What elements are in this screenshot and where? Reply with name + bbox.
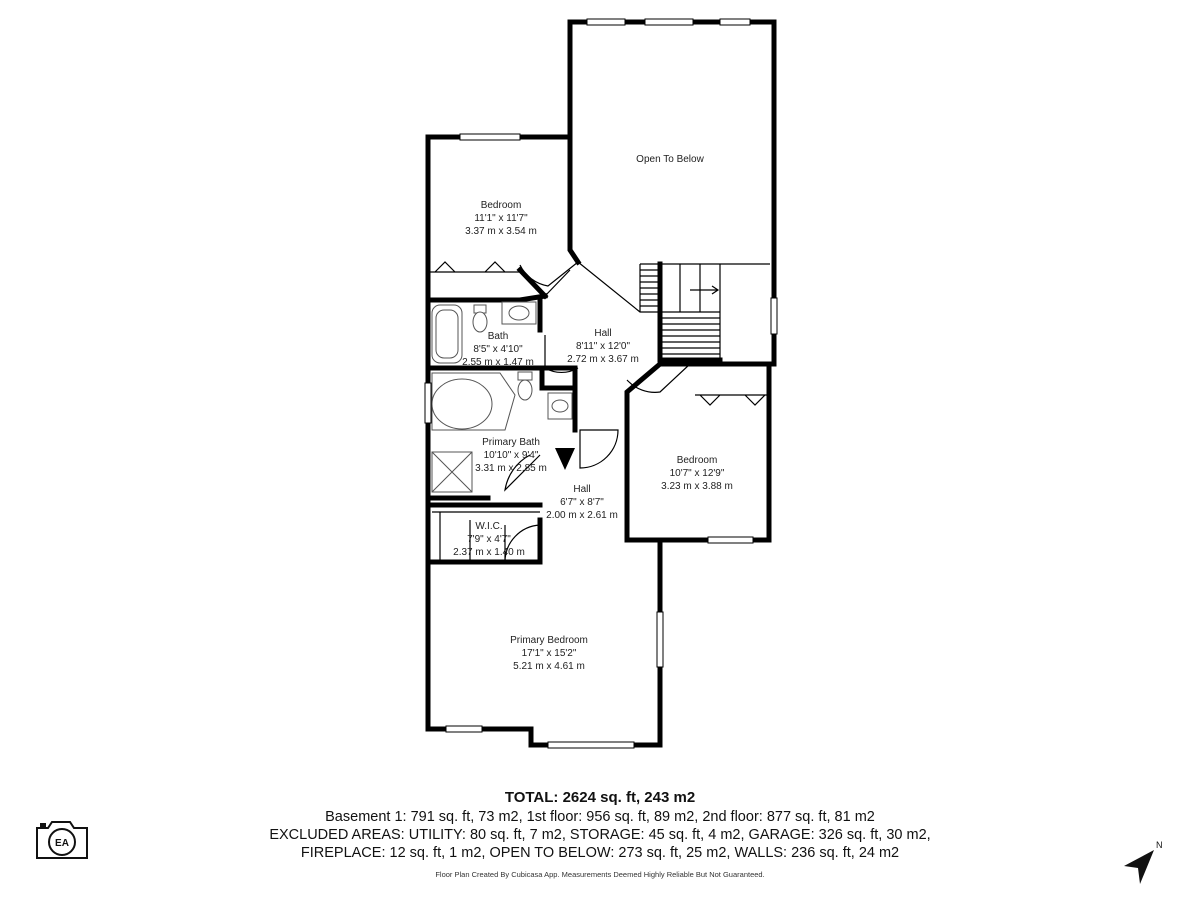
summary-line-1: Basement 1: 791 sq. ft, 73 m2, 1st floor: 956 sq. ft, 89 m2, 2nd floor: 877 sq. ft, 81 m2	[325, 809, 875, 825]
summary-line-3: FIREPLACE: 12 sq. ft, 1 m2, OPEN TO BELOW: 273 sq. ft, 25 m2, WALLS: 236 sq. ft, 24 m2	[300, 845, 900, 861]
wall-bedroom2	[627, 364, 769, 540]
room-name-wic: W.I.C.	[475, 521, 503, 532]
hall-diagonal-lower	[545, 270, 570, 296]
room-size-imperial-bedroom2: 10'7" x 12'9"	[669, 468, 725, 479]
wall-open-diagonal	[570, 137, 578, 262]
window	[720, 19, 750, 25]
pbath-toilet-bowl	[518, 380, 532, 400]
window	[708, 537, 753, 543]
pbath-sink	[552, 400, 568, 412]
closet-doors-bedroom2	[695, 395, 769, 405]
room-size-metric-bedroom1: 3.37 m x 3.54 m	[465, 226, 537, 237]
room-size-metric-pbed: 5.21 m x 4.61 m	[513, 661, 585, 672]
bath-sink-basin	[509, 306, 529, 320]
room-name-bedroom2: Bedroom	[676, 455, 718, 466]
window	[587, 19, 625, 25]
room-name-open: Open To Below	[636, 154, 704, 165]
credit-note: Floor Plan Created By Cubicasa App. Measurements Deemed Highly Reliable But Not Guaranteed.	[435, 870, 765, 879]
room-name-pbed: Primary Bedroom	[510, 635, 588, 646]
wall-bedroom1-side	[520, 270, 545, 296]
room-size-imperial-bedroom1: 11'1" x 11'7"	[474, 213, 528, 224]
stair-treads	[640, 264, 720, 354]
room-labels	[453, 154, 733, 672]
wall-bedroom1-bottom	[428, 296, 545, 300]
compass-label: N	[1156, 840, 1163, 850]
room-size-metric-bath: 2.55 m x 1.47 m	[462, 357, 534, 368]
room-size-imperial-wic: 7'9" x 4'7"	[467, 534, 511, 545]
camera-icon	[34, 816, 90, 862]
soaking-tub	[432, 379, 492, 429]
window	[548, 742, 634, 748]
room-size-metric-pbath: 3.31 m x 2.85 m	[475, 463, 547, 474]
window	[446, 726, 482, 732]
stair-arrow	[690, 286, 718, 294]
window	[645, 19, 693, 25]
door-hall-closet	[580, 430, 618, 468]
summary-line-2: EXCLUDED AREAS: UTILITY: 80 sq. ft, 7 m2, STORAGE: 45 sq. ft, 4 m2, GARAGE: 326 sq. ft, 30 m2,	[269, 827, 931, 843]
window	[657, 612, 663, 667]
room-name-pbath: Primary Bath	[482, 437, 540, 448]
logo-text: EA	[55, 838, 69, 849]
toilet-bowl	[473, 312, 487, 332]
room-size-imperial-hall2: 6'7" x 8'7"	[560, 497, 604, 508]
room-size-imperial-bath: 8'5" x 4'10"	[473, 344, 523, 355]
room-size-metric-hall1: 2.72 m x 3.67 m	[567, 354, 639, 365]
north-arrow-icon	[1118, 834, 1170, 890]
room-size-imperial-hall1: 8'11" x 12'0"	[575, 341, 631, 352]
fireplace-marker	[555, 448, 575, 470]
closet-doors-bedroom1	[430, 262, 520, 272]
window	[771, 298, 777, 334]
room-size-imperial-pbed: 17'1" x 15'2"	[521, 648, 577, 659]
room-size-metric-wic: 2.37 m x 1.40 m	[453, 547, 525, 558]
pbath-toilet-tank	[518, 372, 532, 380]
room-size-metric-bedroom2: 3.23 m x 3.88 m	[661, 481, 733, 492]
window	[425, 383, 431, 423]
summary-total: TOTAL: 2624 sq. ft, 243 m2	[504, 789, 696, 806]
bathtub-inner	[436, 310, 458, 358]
room-size-metric-hall2: 2.00 m x 2.61 m	[546, 510, 618, 521]
window	[460, 134, 520, 140]
room-name-bath: Bath	[487, 331, 509, 342]
room-name-hall1: Hall	[594, 328, 612, 339]
room-name-bedroom1: Bedroom	[480, 200, 522, 211]
room-size-imperial-pbath: 10'10" x 9'4"	[483, 450, 539, 461]
room-name-hall2: Hall	[573, 484, 591, 495]
